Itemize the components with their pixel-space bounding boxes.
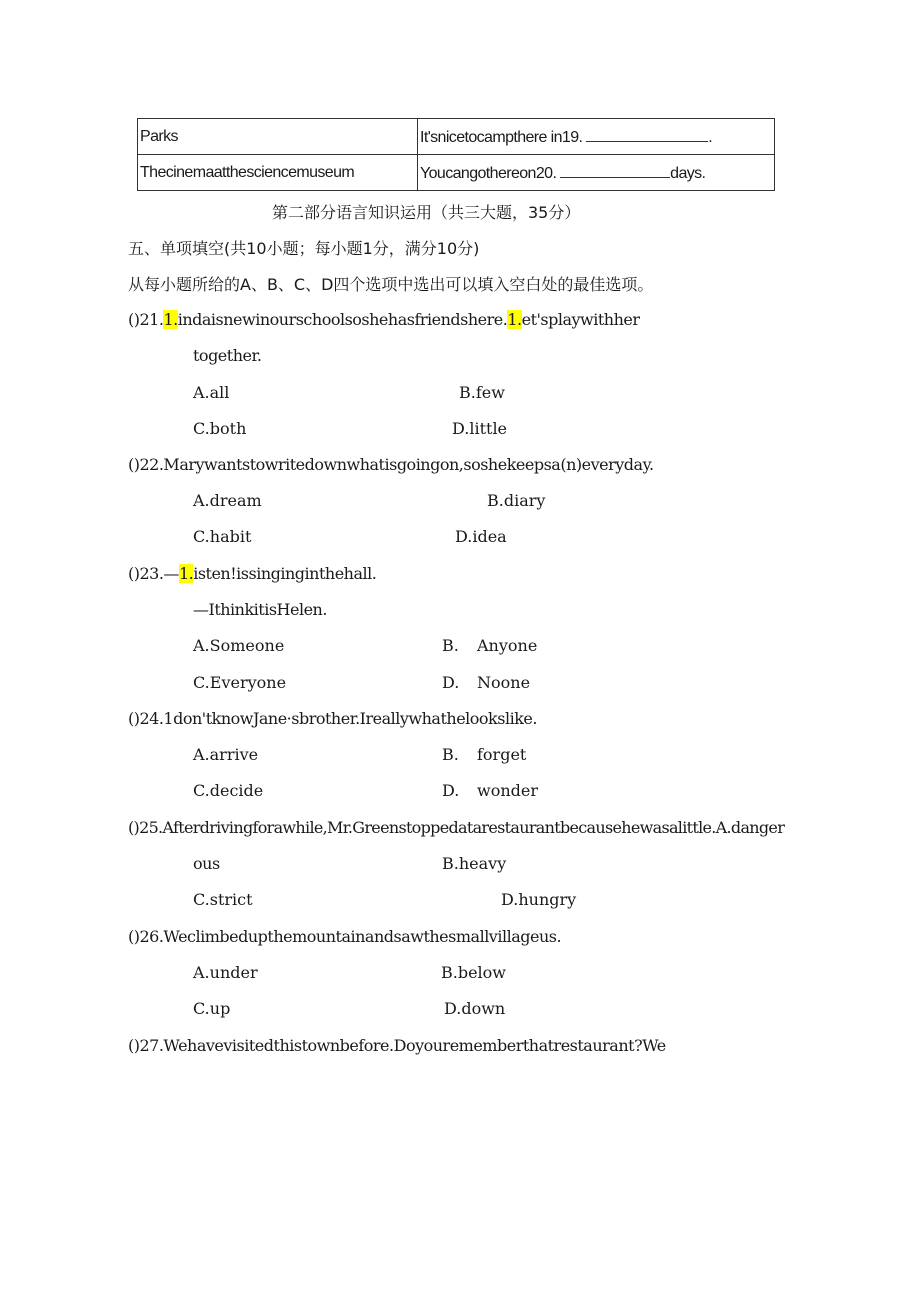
q24-option-b-letter[interactable]: B. [442, 745, 459, 764]
q21-highlight-2: 1. [507, 310, 522, 329]
q24-option-d-letter[interactable]: D. [442, 781, 460, 800]
q23-option-b-letter[interactable]: B. [442, 636, 459, 655]
info-text: It'snicetocampthere in19. [420, 128, 587, 146]
q21-text: indaisnewinourschoolsoshehasfriendshere. [177, 310, 508, 329]
q21-option-b[interactable]: B.few [459, 383, 505, 402]
info-text-end: . [708, 128, 713, 146]
q25-option-b[interactable]: B.heavy [442, 854, 507, 873]
answer-blank-20[interactable] [560, 163, 670, 178]
question-21-continued: together. [193, 346, 262, 365]
q26-option-c[interactable]: C.up [193, 999, 231, 1018]
q21-option-c[interactable]: C.both [193, 419, 247, 438]
q21-option-a[interactable]: A.all [193, 383, 230, 402]
q24-option-a[interactable]: A.arrive [193, 745, 259, 764]
q21-text-end: et'splaywithher [521, 310, 640, 329]
question-24-stem: ()24.1don'tknowJane·sbrother.Ireallywhathelookslike. [128, 709, 537, 728]
q21-option-d[interactable]: D.little [452, 419, 508, 438]
q22-option-b[interactable]: B.diary [487, 491, 546, 510]
question-21-stem [128, 310, 640, 329]
q26-option-d[interactable]: D.down [444, 999, 506, 1018]
q22-option-a[interactable]: A.dream [193, 491, 262, 510]
q26-option-a[interactable]: A.under [193, 963, 258, 982]
q24-option-c[interactable]: C.decide [193, 781, 264, 800]
table-row [138, 119, 775, 155]
q21-number: ()21. [128, 310, 164, 329]
q23-text: isten!issinginginthehall. [193, 564, 377, 583]
table-row [138, 155, 775, 191]
table-cell-place: Thecinemaatthesciencemuseum [138, 155, 418, 191]
q24-option-b-text[interactable]: forget [477, 745, 527, 764]
info-text: Youcangothereon20. [420, 164, 561, 182]
answer-blank-19[interactable] [586, 127, 708, 142]
q23-highlight: 1. [178, 564, 194, 583]
info-text-end: days. [670, 164, 706, 182]
instruction: 从每小题所给的A、B、C、D四个选项中选出可以填入空白处的最佳选项。 [128, 275, 654, 294]
info-table [137, 118, 775, 191]
question-22-stem: ()22.Marywantstowritedownwhatisgoingon,soshekeepsa(n)everyday. [128, 455, 654, 474]
q23-number: ()23.— [128, 564, 179, 583]
question-26-stem: ()26.Weclimbedupthemountainandsawthesmallvillageus. [128, 927, 562, 946]
q25-option-d[interactable]: D.hungry [501, 890, 577, 909]
question-27-stem: ()27.Wehavevisitedthistownbefore.Doyourememberthatrestaurant?We [128, 1036, 666, 1055]
table-cell-info [418, 119, 775, 155]
q25-option-c[interactable]: C.strict [193, 890, 253, 909]
question-25-stem: ()25.Afterdrivingforawhile,Mr.Greenstoppedatarestaurantbecausehewasalittle.A.danger [128, 818, 785, 837]
part-title: 第二部分语言知识运用（共三大题，35分） [272, 203, 581, 222]
question-23-reply: —IthinkitisHelen. [193, 600, 327, 619]
q22-option-d[interactable]: D.idea [455, 527, 507, 546]
q21-highlight-1: 1. [163, 310, 178, 329]
section-title: 五、单项填空(共10小题；每小题1分，满分10分) [128, 239, 480, 258]
q26-option-b[interactable]: B.below [441, 963, 506, 982]
q23-option-c[interactable]: C.Everyone [193, 673, 287, 692]
q23-option-b-text[interactable]: Anyone [477, 636, 538, 655]
table-cell-info [418, 155, 775, 191]
q23-option-a[interactable]: A.Someone [193, 636, 285, 655]
q23-option-d-letter[interactable]: D. [442, 673, 460, 692]
question-25-continued: ous [193, 854, 220, 873]
q23-option-d-text[interactable]: Noone [477, 673, 531, 692]
table-cell-place: Parks [138, 119, 418, 155]
question-23-stem [128, 564, 376, 583]
q22-option-c[interactable]: C.habit [193, 527, 252, 546]
q24-option-d-text[interactable]: wonder [477, 781, 538, 800]
